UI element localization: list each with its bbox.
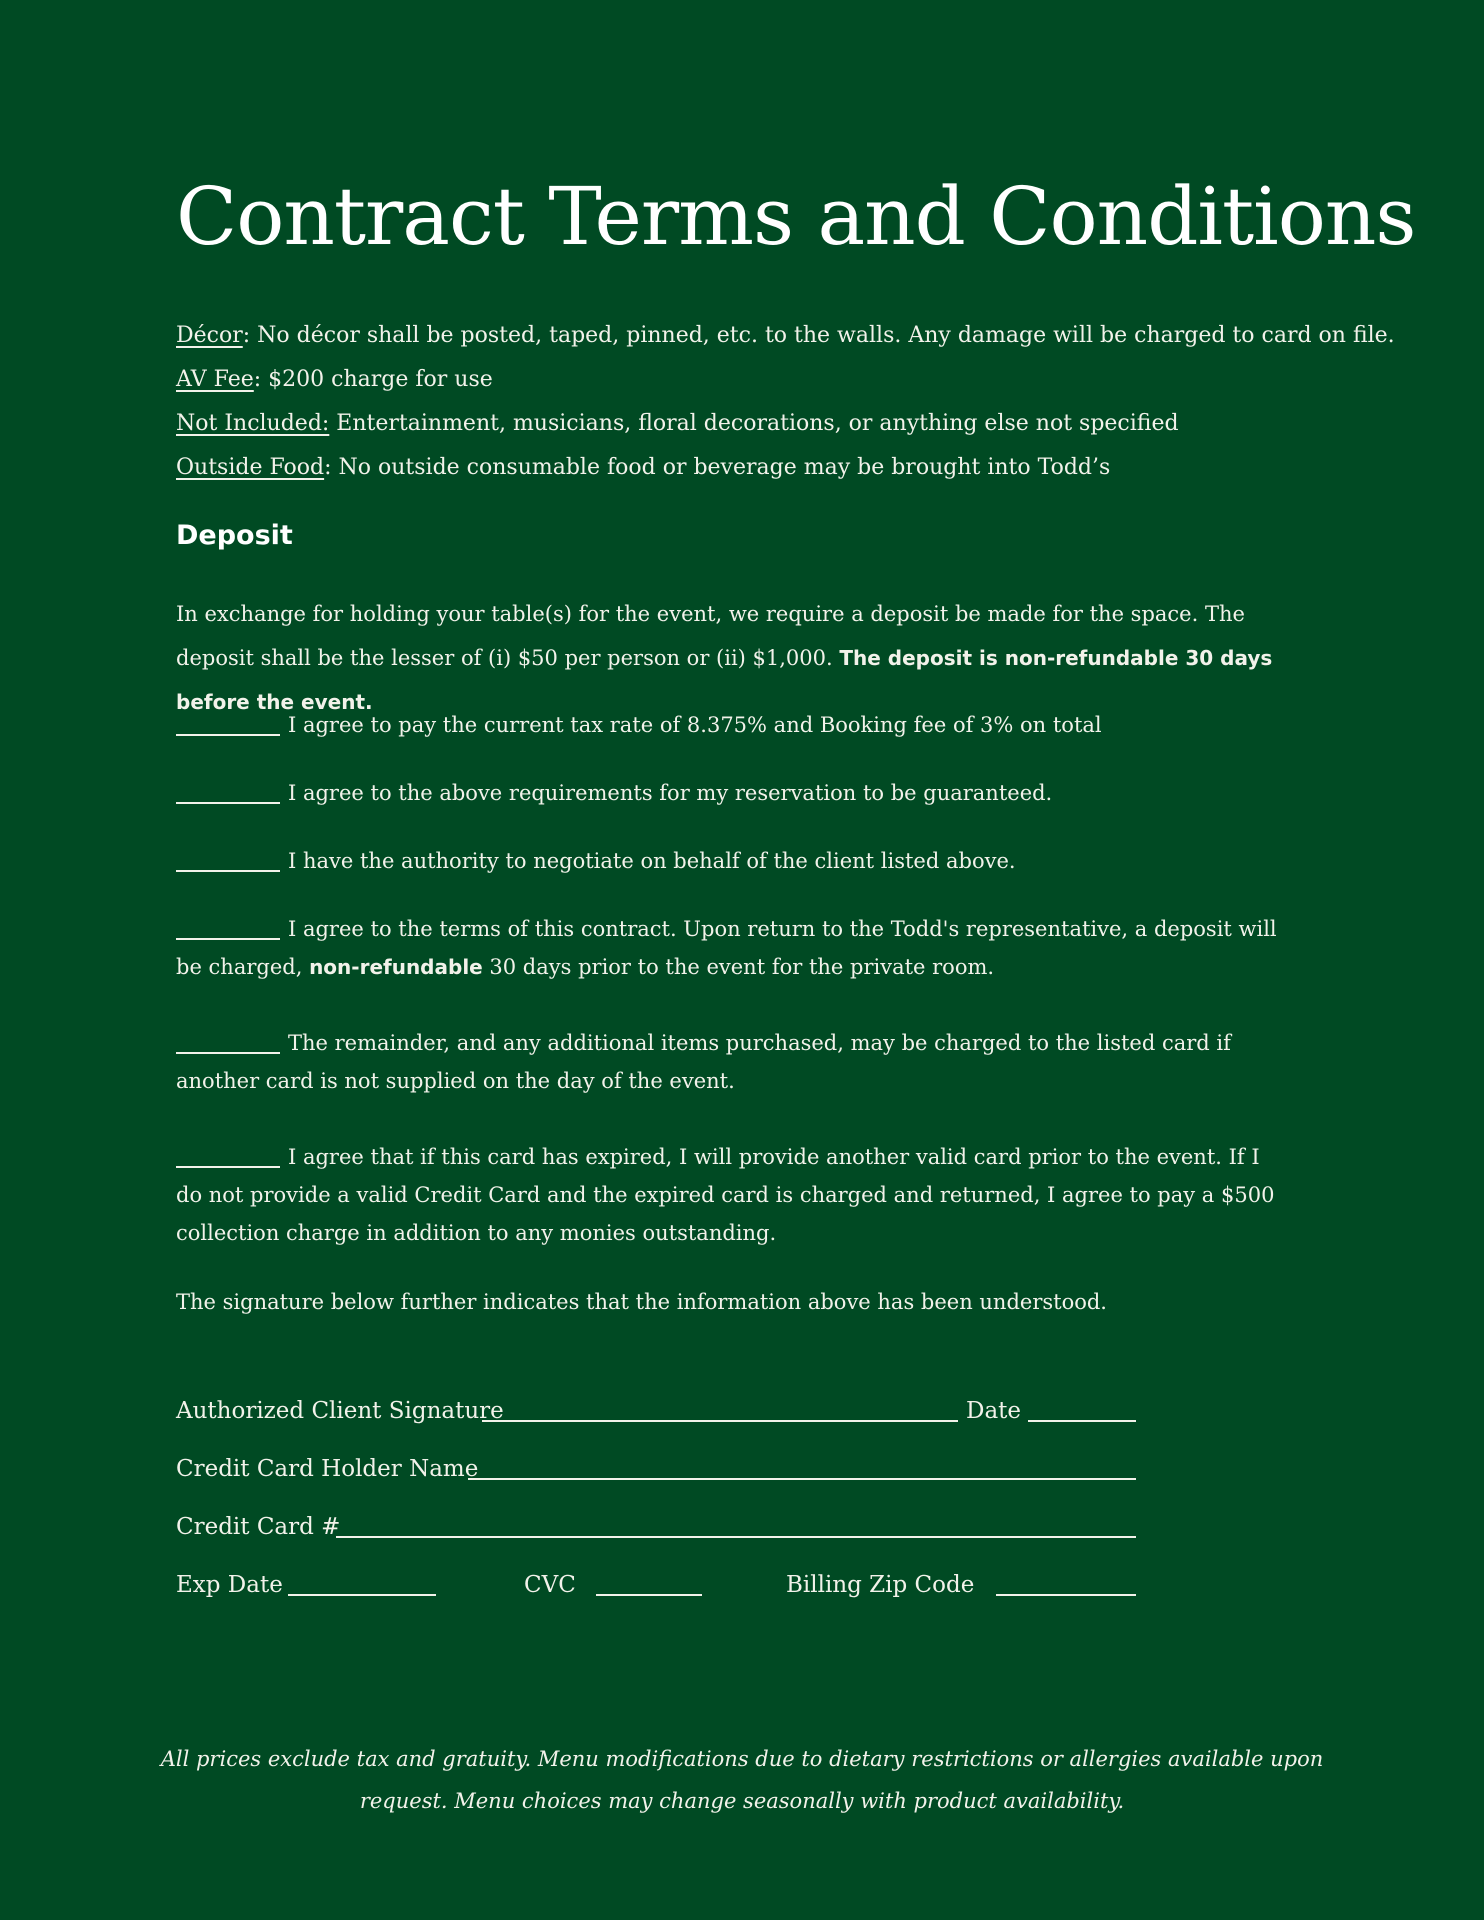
agreement-tax xyxy=(176,706,1286,744)
rule-label: Outside Food xyxy=(176,455,325,480)
rule-decor xyxy=(176,314,1395,358)
billing-zip-label: Billing Zip Code xyxy=(786,1572,975,1598)
agreement-bold-text: non-refundable xyxy=(309,955,483,979)
rule-label: AV Fee xyxy=(176,367,254,392)
rule-text: : $200 charge for use xyxy=(253,367,493,392)
initials-field[interactable] xyxy=(176,712,280,736)
initials-field[interactable] xyxy=(176,1030,280,1054)
footer-note xyxy=(150,1738,1334,1822)
agreement-text: The remainder, and any additional items purchased, may be charged to the listed card if another card is not supplied on the day of the event. xyxy=(176,1031,1231,1093)
signature-statement: The signature below further indicates that the information above has been understood. xyxy=(176,1290,1107,1314)
cvc-label: CVC xyxy=(524,1572,576,1598)
signature-row xyxy=(176,1384,1136,1424)
rule-text: Entertainment, musicians, floral decorations, or anything else not specified xyxy=(329,411,1179,436)
card-details-row xyxy=(176,1558,1136,1598)
agreement-remainder xyxy=(176,1024,1286,1100)
date-label: Date xyxy=(966,1398,1022,1424)
agreement-authority xyxy=(176,842,1286,880)
deposit-text: In exchange for holding your table(s) for the event, we require a deposit be made for the space. The deposit shall be the lesser of (i) $50 per person or (ii) $1,000. xyxy=(176,602,1245,670)
initials-field[interactable] xyxy=(176,780,280,804)
deposit-heading: Deposit xyxy=(176,520,293,551)
agreement-terms xyxy=(176,910,1286,986)
initials-field[interactable] xyxy=(176,848,280,872)
card-number-row xyxy=(176,1500,1136,1540)
date-field[interactable] xyxy=(1028,1420,1136,1422)
agreement-text: I have the authority to negotiate on behalf of the client listed above. xyxy=(288,849,1016,873)
rule-outside-food xyxy=(176,446,1316,490)
exp-date-field[interactable] xyxy=(288,1594,436,1596)
agreement-requirements xyxy=(176,774,1286,812)
initials-field[interactable] xyxy=(176,1144,280,1168)
rules-list xyxy=(176,314,1395,490)
footer-line-2: request. Menu choices may change seasonally with product availability. xyxy=(359,1789,1125,1813)
card-holder-row xyxy=(176,1442,1136,1482)
rule-not-included xyxy=(176,402,1316,446)
agreement-expired-card xyxy=(176,1138,1286,1252)
initials-field[interactable] xyxy=(176,916,280,940)
deposit-bold-text: The deposit is non-refundable 30 days before the event. xyxy=(176,646,1273,714)
agreement-text: I agree to pay the current tax rate of 8.375% and Booking fee of 3% on total xyxy=(288,713,1102,737)
cvc-field[interactable] xyxy=(596,1594,702,1596)
exp-date-label: Exp Date xyxy=(176,1572,283,1598)
rule-text: : No décor shall be posted, taped, pinned, etc. to the walls. Any damage will be charged to card on file. xyxy=(242,323,1395,348)
card-holder-label: Credit Card Holder Name xyxy=(176,1456,479,1482)
rule-label: Not Included: xyxy=(176,411,330,436)
agreement-text: 30 days prior to the event for the private room. xyxy=(482,955,995,979)
rule-text: : No outside consumable food or beverage may be brought into Todd’s xyxy=(324,455,1111,480)
client-signature-label: Authorized Client Signature xyxy=(176,1398,504,1424)
billing-zip-field[interactable] xyxy=(996,1594,1136,1596)
footer-line-1: All prices exclude tax and gratuity. Menu modifications due to dietary restrictions or allergies available upon xyxy=(160,1747,1324,1771)
card-number-field[interactable] xyxy=(336,1536,1136,1538)
deposit-paragraph xyxy=(176,592,1316,724)
rule-av-fee xyxy=(176,358,1316,402)
agreement-text: I agree that if this card has expired, I will provide another valid card prior to the event. If I do not provide a valid Credit Card and the expired card is charged and returned, I agree to pay a $500 collection charge in addition to any monies outstanding. xyxy=(176,1145,1275,1245)
agreement-text: I agree to the terms of this contract. Upon return to the Todd's representative, a deposit will be charged, xyxy=(176,917,1277,979)
card-number-label: Credit Card # xyxy=(176,1514,341,1540)
rule-label: Décor xyxy=(176,323,243,348)
page-title: Contract Terms and Conditions xyxy=(176,170,1416,263)
agreement-text: I agree to the above requirements for my reservation to be guaranteed. xyxy=(288,781,1053,805)
card-holder-field[interactable] xyxy=(468,1478,1136,1480)
client-signature-field[interactable] xyxy=(482,1420,958,1422)
